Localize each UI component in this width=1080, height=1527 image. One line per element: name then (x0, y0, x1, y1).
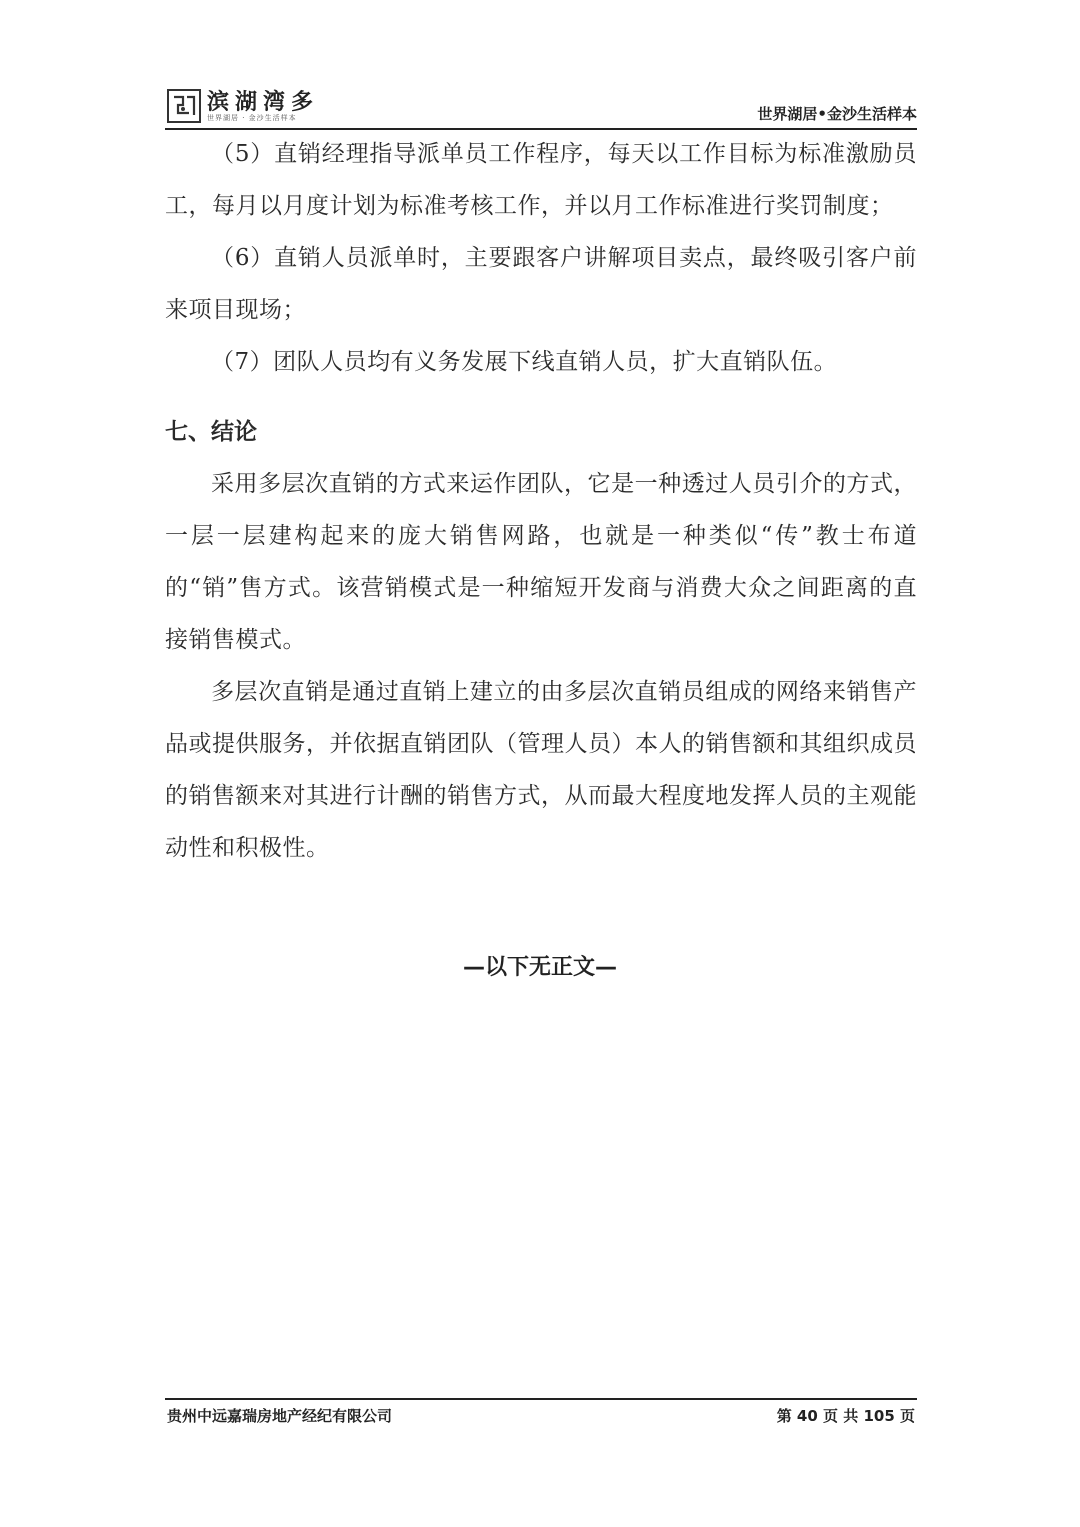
page-footer (165, 1398, 917, 1428)
logo-seal-icon (167, 89, 201, 123)
footer-company: 贵州中远嘉瑞房地产经纪有限公司 (167, 1407, 393, 1425)
header-title: 世界湖居•金沙生活样本 (757, 105, 917, 123)
page-content (165, 128, 917, 874)
paragraph-6: （6）直销人员派单时，主要跟客户讲解项目卖点，最终吸引客户前来项目现场； (165, 245, 917, 323)
logo (167, 88, 319, 124)
logo-subtext: 世界湖居 · 金沙生活样本 (207, 113, 297, 122)
conclusion-paragraph-2: 多层次直销是通过直销上建立的由多层次直销员组成的网络来销售产品或提供服务，并依据直销团队（管理人员）本人的销售额和其组织成员的销售额来对其进行计酬的销售方式，从而最大程度地发挥人员的主观能动性和积极性。 (165, 679, 917, 861)
end-of-text-mark: —以下无正文— (462, 955, 617, 980)
paragraph-5: （5）直销经理指导派单员工作程序，每天以工作目标为标准激励员工，每月以月度计划为标准考核工作，并以月工作标准进行奖罚制度； (165, 141, 917, 219)
paragraph-7: （7）团队人员均有义务发展下线直销人员，扩大直销队伍。 (211, 349, 838, 375)
conclusion-paragraph-1: 采用多层次直销的方式来运作团队，它是一种透过人员引介的方式，一层一层建构起来的庞大销售网路，也就是一种类似“传”教士布道的“销”售方式。该营销模式是一种缩短开发商与消费大众之间距离的直接销售模式。 (165, 471, 917, 653)
section-heading: 七、结论 (165, 419, 257, 445)
logo-text: 滨湖湾多 (207, 88, 320, 115)
footer-page-number: 第 40 页 共 105 页 (776, 1407, 915, 1425)
page-header (165, 84, 917, 130)
